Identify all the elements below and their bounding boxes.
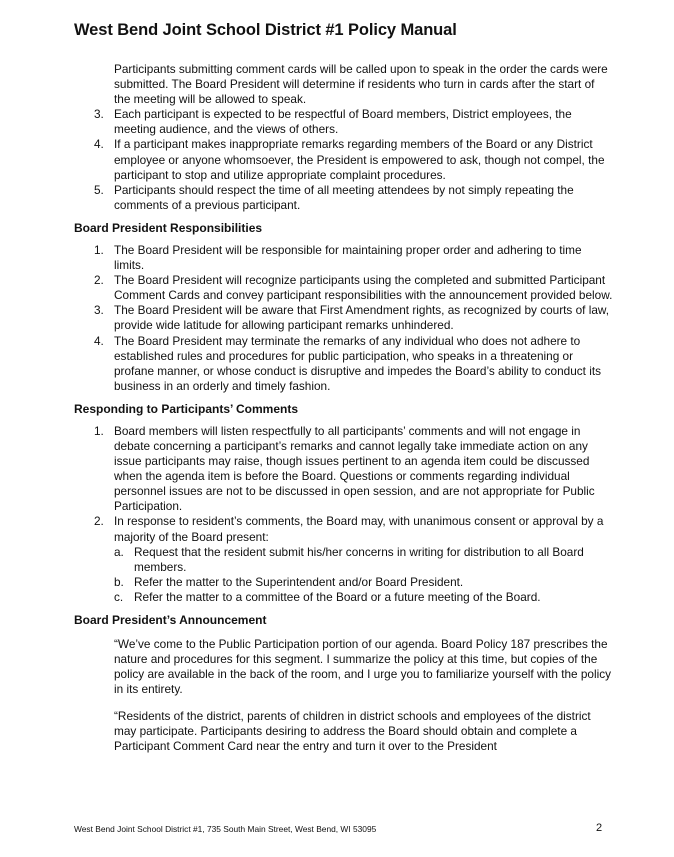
list-number: 4. (94, 137, 104, 152)
sub-list-item (74, 545, 614, 575)
list-item-text: Participants should respect the time of all meeting attendees by not simply repeating the comments of a previous participant. (114, 182, 574, 212)
list-item (74, 514, 614, 544)
list-item-text: The Board President may terminate the remarks of any individual who does not adhere to established rules and procedures for public participation, who speaks in a threatening or profane manner, or whose conduct is disruptive and impedes the Board’s ability to conduct its business in an orderly and timely fashion. (114, 333, 602, 393)
sub-list-item-text: Request that the resident submit his/her concerns in writing for distribution to all Board members. (134, 544, 584, 574)
sub-list-item-text: Refer the matter to the Superintendent and/or Board President. (134, 574, 464, 589)
footer-address: West Bend Joint School District #1, 735 South Main Street, West Bend, WI 53095 (74, 824, 377, 834)
continuation-paragraph: Participants submitting comment cards will be called upon to speak in the order the cards were submitted. The Board President will determine if residents who turn in cards after the start of the meeting will be allowed to speak. (114, 62, 608, 107)
list-item-text: The Board President will be responsible for maintaining proper order and adhering to time limits. (114, 242, 582, 273)
list-number: 1. (94, 242, 104, 257)
sub-list-letter: a. (114, 544, 124, 559)
announcement-paragraph: “We’ve come to the Public Participation portion of our agenda. Board Policy 187 prescribes the nature and procedures for this segment. I summarize the policy at this time, but copies of the policy are available in the back of the room, and I urge you to familiarize yourself with the policy in its entirety. (114, 637, 612, 697)
list-number: 4. (94, 333, 104, 348)
page-number: 2 (596, 822, 603, 834)
announcement-paragraph: “Residents of the district, parents of children in district schools and employees of the district may participate. Participants desiring to address the Board should obtain and complete a Participant Comment Card near the entry and turn it over to the President (114, 709, 591, 754)
list-item-text: The Board President will recognize participants using the completed and submitted Participant Comment Cards and convey participant responsibilities with the announcement provided below. (114, 273, 613, 303)
sub-list-item (74, 575, 614, 590)
sub-list-letter: b. (114, 574, 124, 589)
section-heading-responding: Responding to Participants’ Comments (74, 401, 299, 416)
list-item-text: Each participant is expected to be respectful of Board members, District employees, the meeting audience, and the views of others. (114, 107, 572, 137)
list-number: 1. (94, 423, 104, 438)
list-number: 5. (94, 182, 104, 197)
page-header-title: West Bend Joint School District #1 Policy Manual (74, 21, 457, 39)
sub-list-item-text: Refer the matter to a committee of the Board or a future meeting of the Board. (134, 589, 541, 604)
list-number: 2. (94, 273, 104, 288)
list-number: 3. (94, 107, 104, 122)
participant-rules-list (74, 107, 614, 213)
list-item-text: In response to resident’s comments, the Board may, with unanimous consent or approval by a majority of the Board present: (114, 514, 604, 544)
list-number: 2. (94, 514, 104, 529)
list-number: 3. (94, 303, 104, 318)
section-heading-responsibilities: Board President Responsibilities (74, 220, 263, 235)
list-item (74, 303, 614, 333)
sub-list-letter: c. (114, 589, 124, 604)
document-body (74, 62, 614, 762)
list-item-text: If a participant makes inappropriate remarks regarding members of the Board or any District employee or anyone whomsoever, the President is empowered to ask, though not compel, the participant to stop and utilize appropriate complaint procedures. (114, 137, 605, 182)
responding-list (74, 424, 614, 605)
list-item-text: The Board President will be aware that First Amendment rights, as recognized by courts of law, provide wide latitude for allowing participant remarks unhindered. (114, 303, 610, 333)
list-item (74, 137, 614, 182)
list-item (74, 243, 614, 273)
list-item (74, 424, 614, 515)
responsibilities-list (74, 243, 614, 394)
list-item (74, 107, 614, 137)
section-heading-announcement: Board President’s Announcement (74, 613, 267, 627)
sub-list-item (74, 590, 614, 605)
list-item (74, 334, 614, 394)
list-item (74, 273, 614, 303)
list-item (74, 183, 614, 213)
list-item-text: Board members will listen respectfully to all participants’ comments and will not engage in debate concerning a participant’s remarks and cannot legally take immediate action on any issue participants may raise, though issues pertinent to an agenda item could be discussed when the agenda item is before the Board. Questions or comments regarding individual personnel issues are not to be discussed in open session, and are not appropriate for Public Participation. (114, 423, 595, 514)
